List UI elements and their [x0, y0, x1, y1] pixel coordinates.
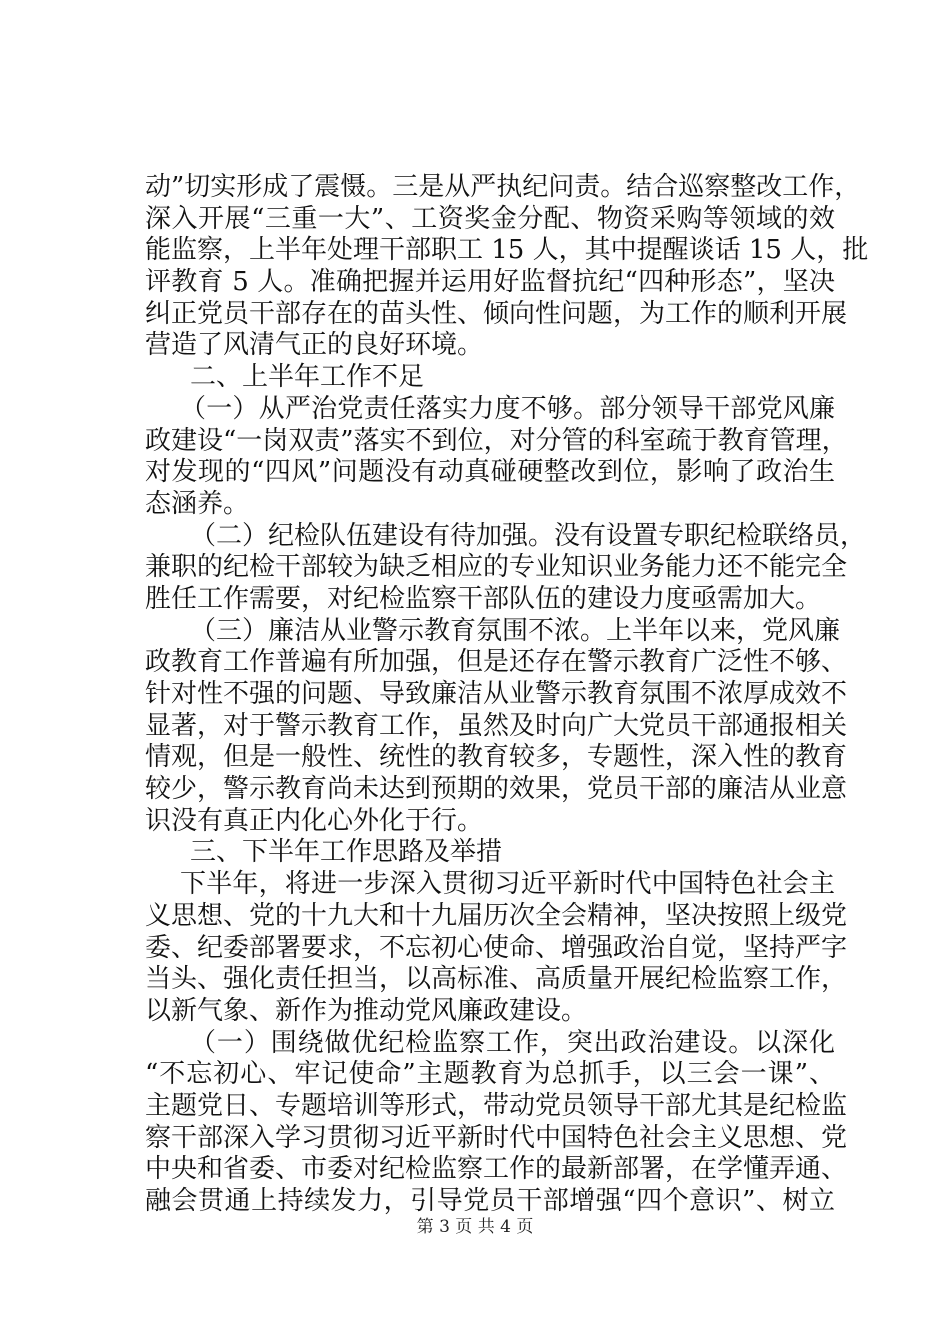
- text-line: 兼职的纪检干部较为缺乏相应的专业知识业务能力还不能完全: [145, 552, 848, 583]
- text-line: 显著，对于警示教育工作，虽然及时向广大党员干部通报相关: [145, 710, 848, 741]
- text-line: 当头、强化责任担当，以高标准、高质量开展纪检监察工作，: [145, 964, 848, 995]
- page-footer: 第 3 页 共 4 页: [416, 1217, 534, 1237]
- text-line: 营造了风清气正的良好环境。: [145, 330, 484, 361]
- section-heading: 三、下半年工作思路及举措: [190, 837, 503, 868]
- text-line: 义思想、党的十九大和十九届历次全会精神，坚决按照上级党: [145, 900, 848, 931]
- text-line: 纠正党员干部存在的苗头性、倾向性问题，为工作的顺利开展: [145, 298, 848, 329]
- document-body: [145, 172, 869, 1218]
- text-line: 政教育工作普遍有所加强，但是还存在警示教育广泛性不够、: [145, 647, 848, 678]
- section-heading: 二、上半年工作不足: [190, 362, 425, 393]
- text-line: 主题党日、专题培训等形式，带动党员领导干部尤其是纪检监: [145, 1090, 848, 1121]
- text-line: （一）围绕做优纪检监察工作，突出政治建设。以深化: [190, 1027, 835, 1058]
- text-line: 情观，但是一般性、统性的教育较多，专题性，深入性的教育: [145, 742, 848, 773]
- text-line: 察干部深入学习贯彻习近平新时代中国特色社会主义思想、党: [145, 1122, 848, 1153]
- text-line: 融会贯通上持续发力，引导党员干部增强“四个意识”、树立: [145, 1186, 835, 1216]
- text-line: 较少，警示教育尚未达到预期的效果，党员干部的廉洁从业意: [145, 774, 848, 805]
- text-line: （一）从严治党责任落实力度不够。部分领导干部党风廉: [180, 393, 835, 424]
- text-line: 深入开展“三重一大”、工资奖金分配、物资采购等领域的效: [145, 203, 835, 234]
- text-line: 识没有真正内化心外化于行。: [145, 805, 484, 836]
- text-line: 评教育 5 人。准确把握并运用好监督抗纪“四种形态”，坚决: [145, 267, 835, 298]
- text-line: 对发现的“四风”问题没有动真碰硬整改到位，影响了政治生: [145, 457, 835, 488]
- text-line: 态涵养。: [145, 488, 250, 519]
- text-line: 针对性不强的问题、导致廉洁从业警示教育氛围不浓厚成效不: [145, 679, 848, 709]
- text-line: 能监察，上半年处理干部职工 15 人，其中提醒谈话 15 人，批: [145, 235, 869, 266]
- text-line: （二）纪检队伍建设有待加强。没有设置专职纪检联络员，: [190, 520, 867, 551]
- text-line: 政建设“一岗双责”落实不到位，对分管的科室疏于教育管理，: [145, 425, 848, 456]
- text-line: 委、纪委部署要求，不忘初心使命、增强政治自觉，坚持严字: [145, 932, 848, 963]
- text-line: 中央和省委、市委对纪检监察工作的最新部署，在学懂弄通、: [145, 1154, 848, 1185]
- text-line: 胜任工作需要，对纪检监察干部队伍的建设力度亟需加大。: [145, 583, 822, 614]
- text-line: “不忘初心、牢记使命”主题教育为总抓手，以三会一课”、: [145, 1059, 835, 1090]
- text-line: 下半年，将进一步深入贯彻习近平新时代中国特色社会主: [180, 869, 835, 900]
- text-line: 动”切实形成了震慑。三是从严执纪问责。结合巡察整改工作，: [145, 172, 861, 202]
- text-line: （三）廉洁从业警示教育氛围不浓。上半年以来，党风廉: [190, 615, 841, 646]
- text-line: 以新气象、新作为推动党风廉政建设。: [145, 995, 588, 1026]
